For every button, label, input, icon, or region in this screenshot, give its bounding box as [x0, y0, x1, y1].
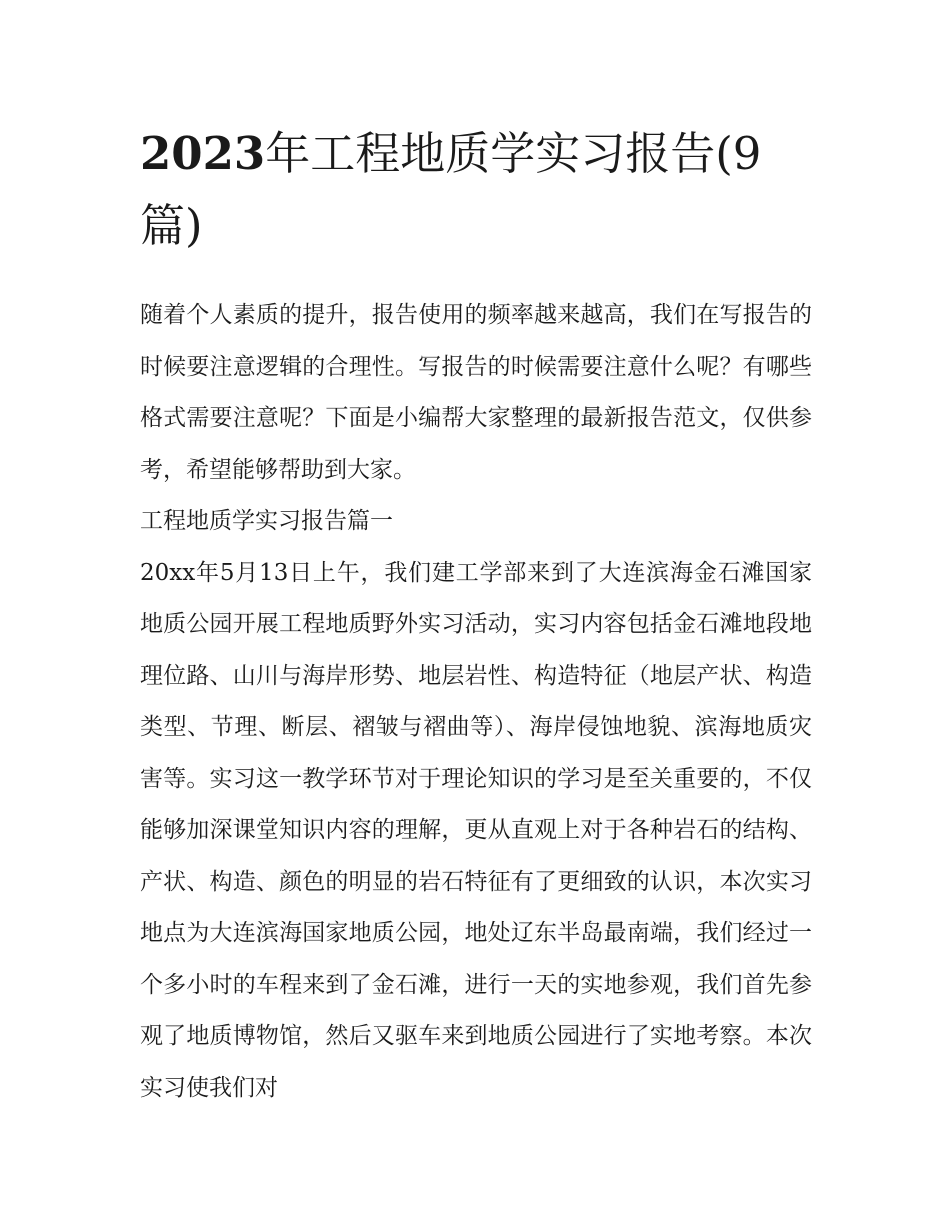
- document-content: [140, 118, 812, 1114]
- section-heading: 工程地质学实习报告篇一: [140, 508, 393, 534]
- title-year: 2023: [140, 127, 266, 180]
- title-text: 年工程地质学实习报告(9篇): [140, 127, 762, 252]
- document-title: [140, 118, 812, 262]
- intro-paragraph: 随着个人素质的提升，报告使用的频率越来越高，我们在写报告的时候要注意逻辑的合理性。写报告的时候需要注意什么呢？有哪些格式需要注意呢？下面是小编帮大家整理的最新报告范文，仅供参考，希望能够帮助到大家。: [140, 302, 812, 483]
- body-paragraph: 20xx年5月13日上午，我们建工学部来到了大连滨海金石滩国家地质公园开展工程地质野外实习活动，实习内容包括金石滩地段地理位路、山川与海岸形势、地层岩性、构造特征（地层产状、构造类型、节理、断层、褶皱与褶曲等）、海岸侵蚀地貌、滨海地质灾害等。实习这一教学环节对于理论知识的学习是至关重要的，不仅能够加深课堂知识内容的理解，更从直观上对于各种岩石的结构、产状、构造、颜色的明显的岩石特征有了更细致的认识，本次实习地点为大连滨海国家地质公园，地处辽东半岛最南端，我们经过一个多小时的车程来到了金石滩，进行一天的实地参观，我们首先参观了地质博物馆，然后又驱车来到地质公园进行了实地考察。本次实习使我们对: [140, 559, 812, 1101]
